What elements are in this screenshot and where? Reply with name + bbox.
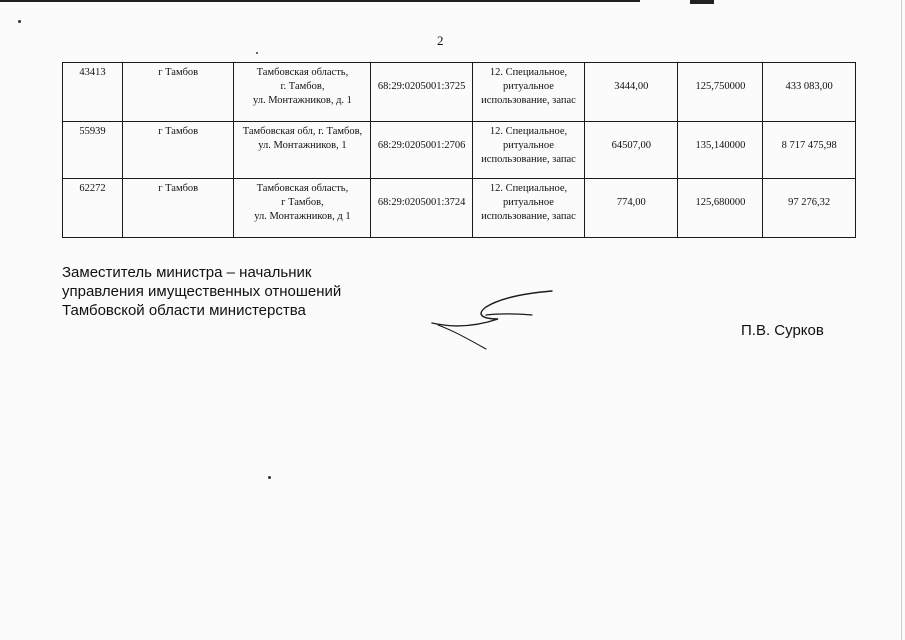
cell-land-use bbox=[472, 122, 584, 179]
cell-cadastral bbox=[371, 63, 472, 122]
table-row bbox=[63, 122, 856, 179]
land-plots-table bbox=[62, 62, 856, 238]
cell-rate bbox=[678, 122, 763, 179]
page-number: 2 bbox=[437, 33, 444, 48]
cell-cadastral-value bbox=[763, 63, 856, 122]
address-line: Тамбовская обл, г. Тамбов, bbox=[242, 126, 363, 137]
address-line: ул. Монтажников, д. 1 bbox=[252, 95, 352, 107]
address-line: Тамбовская область, bbox=[256, 67, 349, 78]
table-row bbox=[63, 63, 856, 122]
cadastral-number: 68:29:0205001:3724 bbox=[377, 197, 466, 208]
cell-cadastral-value bbox=[763, 122, 856, 179]
land-use-line: ритуальное bbox=[503, 197, 554, 209]
address-line: Тамбовская область, bbox=[256, 183, 349, 194]
cell-land-use bbox=[472, 63, 584, 122]
handwritten-signature bbox=[428, 285, 558, 355]
record-id: 55939 bbox=[79, 126, 106, 137]
area-value: 3444,00 bbox=[614, 81, 649, 92]
address-line: ул. Монтажников, 1 bbox=[258, 140, 347, 152]
cadastral-number: 68:29:0205001:3725 bbox=[377, 81, 466, 92]
land-use-line: использование, запас bbox=[481, 154, 576, 166]
cell-city bbox=[122, 122, 234, 179]
cadastral-value: 8 717 475,98 bbox=[781, 140, 837, 151]
cell-area bbox=[585, 179, 678, 238]
signatory-name: П.В. Сурков bbox=[741, 322, 824, 339]
position-line: управления имущественных отношений bbox=[62, 283, 342, 300]
record-id: 43413 bbox=[79, 67, 106, 78]
cell-area bbox=[585, 63, 678, 122]
cell-rate bbox=[678, 179, 763, 238]
cell-address bbox=[234, 122, 371, 179]
rate-value: 135,140000 bbox=[695, 140, 746, 151]
city-name: г Тамбов bbox=[158, 183, 199, 194]
scan-right-edge bbox=[901, 0, 902, 640]
land-use-line: ритуальное bbox=[503, 140, 554, 152]
scan-speck bbox=[268, 476, 271, 479]
address-line: ул. Монтажников, д 1 bbox=[254, 211, 351, 223]
position-line: Тамбовской области министерства bbox=[62, 302, 306, 319]
area-value: 64507,00 bbox=[611, 140, 651, 151]
cell-cadastral bbox=[371, 122, 472, 179]
land-use-line: использование, запас bbox=[481, 211, 576, 223]
table-row bbox=[63, 179, 856, 238]
cell-city bbox=[122, 179, 234, 238]
cell-rate bbox=[678, 63, 763, 122]
land-use-line: ритуальное bbox=[503, 81, 554, 93]
address-line: г. Тамбов, bbox=[280, 81, 325, 93]
rate-value: 125,680000 bbox=[695, 197, 746, 208]
record-id: 62272 bbox=[79, 183, 106, 194]
city-name: г Тамбов bbox=[158, 67, 199, 78]
cell-id bbox=[63, 63, 123, 122]
cadastral-number: 68:29:0205001:2706 bbox=[377, 140, 466, 151]
cell-id bbox=[63, 179, 123, 238]
cell-address bbox=[234, 63, 371, 122]
land-use-line: 12. Специальное, bbox=[489, 126, 568, 137]
cell-id bbox=[63, 122, 123, 179]
scan-mark bbox=[690, 0, 714, 4]
scan-speck bbox=[256, 52, 258, 54]
rate-value: 125,750000 bbox=[695, 81, 746, 92]
cell-address bbox=[234, 179, 371, 238]
cell-area bbox=[585, 122, 678, 179]
land-use-line: 12. Специальное, bbox=[489, 183, 568, 194]
area-value: 774,00 bbox=[616, 197, 646, 208]
address-line: г Тамбов, bbox=[281, 197, 324, 209]
land-use-line: использование, запас bbox=[481, 95, 576, 107]
cell-city bbox=[122, 63, 234, 122]
cadastral-value: 433 083,00 bbox=[785, 81, 833, 92]
land-use-line: 12. Специальное, bbox=[489, 67, 568, 78]
scan-top-edge bbox=[0, 0, 640, 2]
position-line: Заместитель министра – начальник bbox=[62, 264, 312, 281]
cell-cadastral-value bbox=[763, 179, 856, 238]
scan-speck bbox=[18, 20, 21, 23]
city-name: г Тамбов bbox=[158, 126, 199, 137]
cell-cadastral bbox=[371, 179, 472, 238]
cadastral-value: 97 276,32 bbox=[788, 197, 831, 208]
signatory-position bbox=[62, 263, 341, 320]
cell-land-use bbox=[472, 179, 584, 238]
